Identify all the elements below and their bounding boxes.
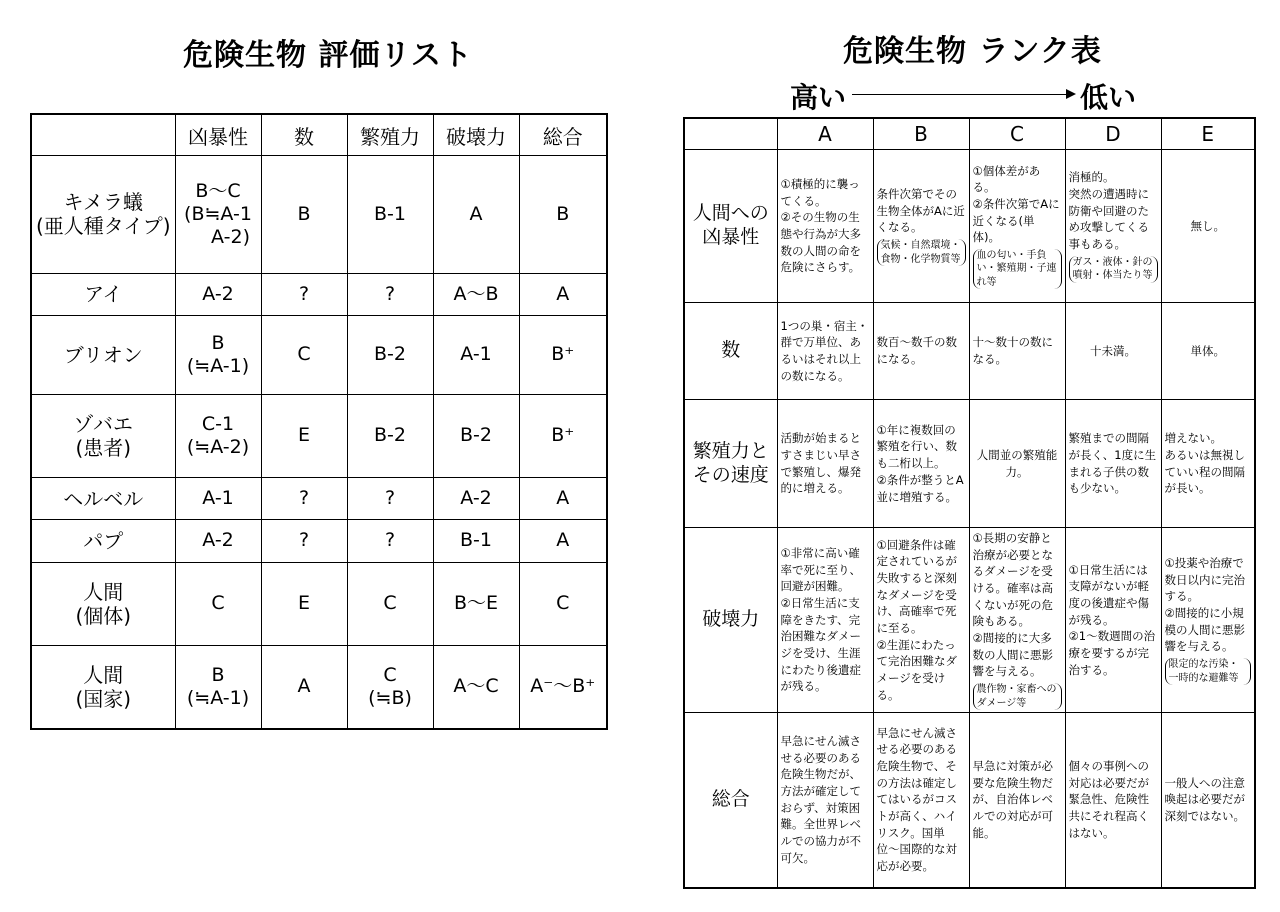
scale-high-label: 高い [790, 81, 847, 114]
table-row [31, 477, 607, 519]
table-row [31, 273, 607, 315]
table-row [31, 520, 607, 562]
rank-cell [873, 303, 969, 400]
creature-name: 人間 (国家) [31, 645, 175, 729]
rank-cell [873, 713, 969, 888]
danger-scale [790, 76, 1150, 112]
rank-note: 農作物・家畜へのダメージ等 [973, 683, 1062, 710]
rank-description: 人間並の繁殖能力。 [976, 447, 1058, 479]
rank-description: 十未満。 [1090, 343, 1136, 358]
scale-low-label: 低い [1080, 81, 1137, 114]
rank-cell [1065, 303, 1161, 400]
rank-cell [969, 713, 1065, 888]
rank-description: 条件次第でその生物全体がAに近くなる。 [876, 186, 965, 235]
right-title: 危険生物 ランク表 [843, 34, 1102, 69]
rank-description: ①非常に高い確率で死に至り、回避が困難。 ②日常生活に支障をきたす、完治困難なダメージを受け、生涯にわたり後遺症が残る。 [780, 546, 861, 694]
rank-cell [873, 400, 969, 528]
rank-description: ①個体差がある。 ②条件次第でAに近くなる(単体)。 [972, 163, 1060, 245]
rank-cell [1161, 150, 1255, 303]
rating-cell: A-2 [175, 520, 261, 562]
rank-description: 一般人への注意喚起は必要だが深刻ではない。 [1164, 775, 1245, 824]
rank-description: 消極的。 突然の遭遇時に防衛や回避のため攻撃してくる事もある。 [1068, 170, 1149, 251]
rating-cell: A [261, 645, 347, 729]
rank-cell [1161, 528, 1255, 713]
rating-cell: A-1 [433, 315, 519, 394]
rating-cell: ? [347, 520, 433, 562]
rank-description: 早急にせん滅させる必要のある危険生物だが、方法が確定しておらず、対策困難。全世界レベルでの協力が不可欠。 [780, 734, 861, 865]
table-row [31, 645, 607, 729]
rank-cell [1065, 713, 1161, 888]
rank-note: 血の匂い・手負い・繁殖期・子連れ等 [973, 249, 1062, 290]
table-row [684, 400, 1255, 528]
rank-description: ①積極的に襲ってくる。 ②その生物の生態や行為が大多数の人間の命を危険にさらす。 [780, 176, 861, 275]
rank-header: A [777, 118, 873, 150]
creature-name: パプ [31, 520, 175, 562]
table-row [684, 528, 1255, 713]
rank-cell [969, 150, 1065, 303]
category-label: 人間への 凶暴性 [684, 150, 777, 303]
column-header: 総合 [519, 114, 607, 156]
rank-cell [969, 400, 1065, 528]
category-label: 繁殖力と その速度 [684, 400, 777, 528]
rating-cell: A-2 [175, 273, 261, 315]
rating-cell: A⁻〜B⁺ [519, 645, 607, 729]
rating-cell: B〜E [433, 562, 519, 645]
column-header: 数 [261, 114, 347, 156]
rating-cell: ? [347, 477, 433, 519]
rank-cell [777, 528, 873, 713]
rating-cell: B-1 [433, 520, 519, 562]
rank-description: 個々の事例への対応は必要だが緊急性、危険性共にそれ程高くはない。 [1068, 759, 1149, 840]
rating-cell: B (≒A-1) [175, 645, 261, 729]
rank-header: E [1161, 118, 1255, 150]
rating-cell: C [175, 562, 261, 645]
rank-cell [969, 528, 1065, 713]
rating-cell: B (≒A-1) [175, 315, 261, 394]
rank-cell [1065, 150, 1161, 303]
column-header: 破壊力 [433, 114, 519, 156]
column-header: 凶暴性 [175, 114, 261, 156]
rank-cell [1065, 400, 1161, 528]
rank-description: 十〜数十の数になる。 [972, 335, 1053, 366]
rank-description: ①日常生活には支障がないが軽度の後遺症や傷が残る。 ②1〜数週間の治療を要するが完治する。 [1068, 562, 1156, 677]
rating-cell: C [519, 562, 607, 645]
category-label: 破壊力 [684, 528, 777, 713]
rating-cell: A [433, 156, 519, 274]
rating-cell: E [261, 394, 347, 477]
rating-cell: C (≒B) [347, 645, 433, 729]
rank-cell [1161, 400, 1255, 528]
rank-description: 早急にせん滅させる必要のある危険生物で、その方法は確定してはいるがコストが高く、ハイリスク。国単位〜国際的な対応が必要。 [876, 725, 957, 874]
rank-description: 数百〜数千の数になる。 [876, 335, 957, 366]
table-row [684, 713, 1255, 888]
category-label: 総合 [684, 713, 777, 888]
rating-cell: A〜B [433, 273, 519, 315]
rating-cell: B-1 [347, 156, 433, 274]
creature-name: アイ [31, 273, 175, 315]
left-title: 危険生物 評価リスト [183, 38, 473, 73]
rank-header-row [684, 118, 1255, 150]
rank-table [683, 117, 1256, 889]
column-header [31, 114, 175, 156]
rank-header: D [1065, 118, 1161, 150]
rank-cell [777, 713, 873, 888]
rank-cell [777, 150, 873, 303]
creature-name: ブリオン [31, 315, 175, 394]
rating-cell: B⁺ [519, 394, 607, 477]
rank-description: 1つの巣・宿主・群で万単位、あるいはそれ以上の数になる。 [780, 318, 869, 383]
rank-note: ガス・液体・針の噴射・体当たり等 [1069, 256, 1158, 283]
rating-cell: B⁺ [519, 315, 607, 394]
rating-cell: ? [347, 273, 433, 315]
rank-description: ①投薬や治療で数日以内に完治する。 ②間接的に小規模の人間に悪影響を与える。 [1164, 556, 1245, 654]
rank-cell [1161, 713, 1255, 888]
table-row [31, 394, 607, 477]
rank-description: 活動が始まるとすさまじい早さで繁殖し、爆発的に増える。 [780, 431, 861, 496]
rank-cell [873, 528, 969, 713]
rank-header: C [969, 118, 1065, 150]
rating-cell: C-1 (≒A-2) [175, 394, 261, 477]
rating-cell: B [261, 156, 347, 274]
rating-cell: B [519, 156, 607, 274]
rank-description: 早急に対策が必要な危険生物だが、自治体レベルでの対応が可能。 [972, 759, 1053, 840]
rating-cell: ? [261, 520, 347, 562]
arrow-right-icon [852, 94, 1074, 95]
table-row [31, 315, 607, 394]
evaluation-list-table [30, 113, 608, 730]
rank-description: ①長期の安静と治療が必要となるダメージを受ける。確率は高くないが死の危険もある。 ②間接的に大多数の人間に悪影響を与える。 [972, 531, 1053, 679]
rank-description: 繁殖までの間隔が長く、1度に生まれる子供の数も少ない。 [1068, 431, 1157, 496]
rating-cell: E [261, 562, 347, 645]
rating-cell: B-2 [433, 394, 519, 477]
rank-description: 単体。 [1190, 343, 1225, 358]
rank-note: 気候・自然環境・食物・化学物質等 [877, 239, 966, 266]
rating-cell: ? [261, 273, 347, 315]
rating-cell: A [519, 520, 607, 562]
rating-cell: B-2 [347, 394, 433, 477]
rating-cell: A-2 [433, 477, 519, 519]
rank-description: 無し。 [1190, 218, 1225, 233]
creature-name: キメラ蟻 (亜人種タイプ) [31, 156, 175, 274]
rank-header [684, 118, 777, 150]
creature-name: ゾバエ (患者) [31, 394, 175, 477]
rank-cell [873, 150, 969, 303]
rating-cell: A [519, 477, 607, 519]
table-row [684, 150, 1255, 303]
rank-header: B [873, 118, 969, 150]
rank-cell [1065, 528, 1161, 713]
rating-cell: C [261, 315, 347, 394]
rank-cell [777, 400, 873, 528]
column-header: 繁殖力 [347, 114, 433, 156]
rating-cell: ? [261, 477, 347, 519]
creature-name: 人間 (個体) [31, 562, 175, 645]
table-row [684, 303, 1255, 400]
rating-cell: B〜C (B≒A-1 A-2) [175, 156, 261, 274]
rating-cell: A-1 [175, 477, 261, 519]
rank-cell [1161, 303, 1255, 400]
rank-description: ①回避条件は確定されているが失敗すると深刻なダメージを受け、高確率で死に至る。 ②生涯にわたって完治困難なダメージを受ける。 [876, 537, 957, 702]
table-row [31, 562, 607, 645]
rank-cell [777, 303, 873, 400]
rating-cell: A〜C [433, 645, 519, 729]
table-row [31, 156, 607, 274]
rank-note: 限定的な汚染・一時的な避難等 [1165, 658, 1252, 685]
category-label: 数 [684, 303, 777, 400]
rank-description: 増えない。 あるいは無視していい程の間隔が長い。 [1164, 431, 1245, 496]
rank-description: ①年に複数回の繁殖を行い、数も二桁以上。 ②条件が整うとA並に増殖する。 [876, 422, 964, 504]
creature-name: ヘルベル [31, 477, 175, 519]
rating-cell: A [519, 273, 607, 315]
evaluation-header-row [31, 114, 607, 156]
rank-cell [969, 303, 1065, 400]
rating-cell: C [347, 562, 433, 645]
rating-cell: B-2 [347, 315, 433, 394]
